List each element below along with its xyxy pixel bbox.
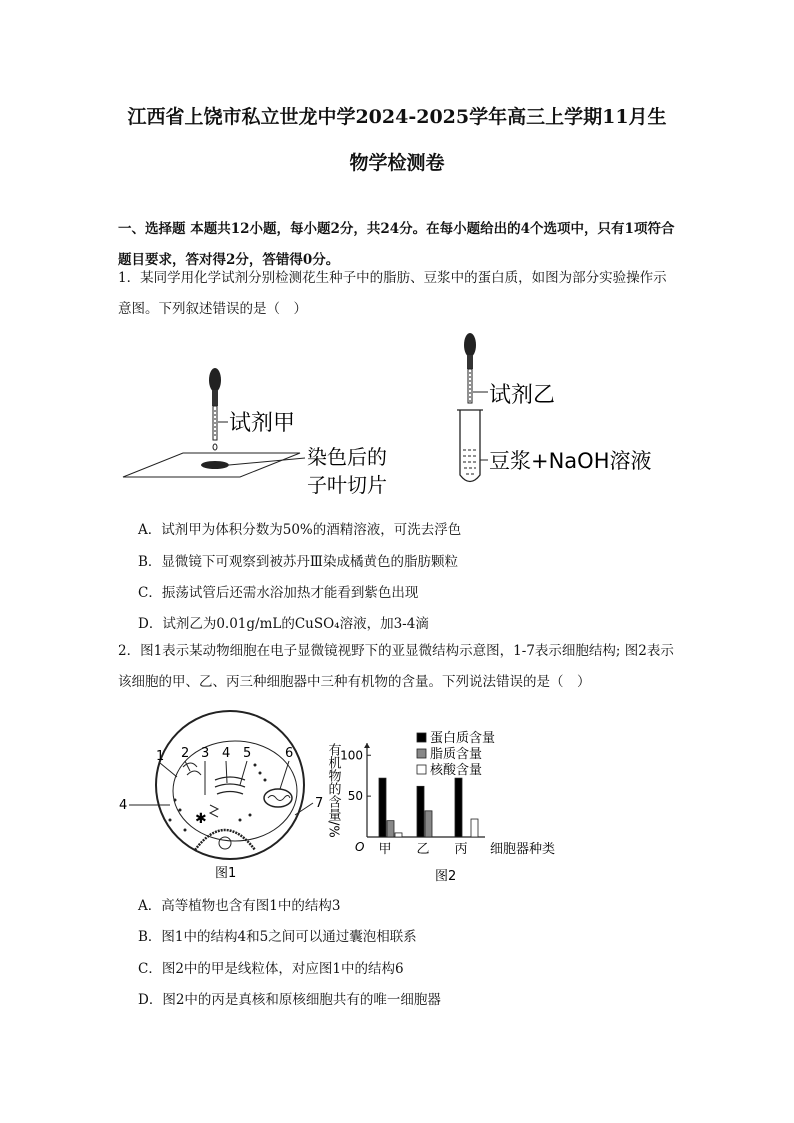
x-tick-label: 甲 — [378, 842, 392, 857]
label-stained-1: 染色后的 — [307, 445, 387, 469]
origin-label: O — [355, 840, 365, 854]
legend-swatch — [417, 765, 426, 774]
bar — [455, 778, 462, 837]
question-1-stem: 1．某同学用化学试剂分别检测花生种子中的脂肪、豆浆中的蛋白质，如图为部分实验操作示意图。下列叙述错误的是（ ） — [118, 270, 667, 317]
question-2-stem: 2．图1表示某动物细胞在电子显微镜视野下的亚显微结构示意图，1-7表示细胞结构; 图2表示该细胞的甲、乙、丙三种细胞器中三种有机物的含量。下列说法错误的是（ ） — [118, 643, 674, 690]
bar — [425, 811, 432, 837]
x-tick-label: 乙 — [416, 842, 430, 857]
struct-label-1: 1 — [156, 749, 165, 764]
label-soy-naoh: 豆浆+NaOH溶液 — [489, 449, 652, 473]
title-line-1: 江西省上饶市私立世龙中学2024-2025学年高三上学期11月生 — [127, 106, 667, 128]
test-tube — [457, 410, 483, 482]
y-tick-label: 50 — [347, 789, 363, 804]
x-axis-label: 细胞器种类 — [490, 842, 556, 857]
q1-option-b[interactable]: B．显微镜下可观察到被苏丹Ⅲ染成橘黄色的脂肪颗粒 — [138, 554, 458, 570]
legend-swatch — [417, 749, 426, 758]
label-stained-2: 子叶切片 — [307, 473, 387, 497]
y-tick-label: 100 — [340, 748, 363, 763]
label-reagent-b: 试剂乙 — [489, 383, 556, 408]
struct-label-2: 2 — [181, 746, 190, 761]
q2-option-c[interactable]: C．图2中的甲是线粒体，对应图1中的结构6 — [138, 961, 404, 977]
legend-label: 核酸含量 — [430, 763, 483, 778]
q1-figure — [115, 330, 675, 505]
bar — [395, 833, 402, 837]
struct-label-6: 6 — [285, 746, 294, 761]
bar — [417, 786, 424, 837]
struct-label-4-left: 4 — [119, 798, 128, 813]
legend-label: 脂质含量 — [430, 747, 483, 762]
struct-label-5: 5 — [243, 746, 252, 761]
q2-option-b[interactable]: B．图1中的结构4和5之间可以通过囊泡相联系 — [138, 929, 417, 945]
section-heading: 一、选择题 本题共12小题，每小题2分，共24分。在每小题给出的4个选项中，只有1项符合题目要求，答对得2分，答错得0分。 — [118, 221, 675, 268]
title-line-2: 物学检测卷 — [349, 152, 445, 174]
y-axis-label: 有机物的含量/% — [325, 743, 341, 838]
exam-title — [100, 94, 694, 186]
struct-label-3: 3 — [201, 746, 210, 761]
q1-option-a[interactable]: A．试剂甲为体积分数为50%的酒精溶液，可洗去浮色 — [138, 522, 462, 538]
fig2-caption: 图2 — [435, 869, 457, 884]
cell-diagram — [115, 705, 335, 885]
y-axis-arrow — [364, 743, 370, 748]
label-reagent-a: 试剂甲 — [229, 411, 296, 436]
dropper-left — [209, 368, 221, 450]
q1-option-d[interactable]: D．试剂乙为0.01g/mL的CuSO₄溶液，加3-4滴 — [138, 616, 429, 632]
q1-option-c[interactable]: C．振荡试管后还需水浴加热才能看到紫色出现 — [138, 585, 419, 601]
bar — [471, 819, 478, 837]
bar — [379, 778, 386, 837]
fig1-caption: 图1 — [215, 866, 237, 881]
stained-cotyledon — [201, 461, 229, 469]
x-tick-label: 丙 — [454, 842, 468, 857]
svg-text:✱: ✱ — [195, 811, 207, 827]
struct-label-7: 7 — [315, 796, 324, 811]
q2-option-d[interactable]: D．图2中的丙是真核和原核细胞共有的唯一细胞器 — [138, 992, 441, 1008]
legend-swatch — [417, 733, 426, 742]
q2-option-a[interactable]: A．高等植物也含有图1中的结构3 — [138, 898, 341, 914]
legend-label: 蛋白质含量 — [430, 731, 496, 746]
organelle-chart — [325, 725, 585, 885]
struct-label-4-top: 4 — [222, 746, 231, 761]
bar — [387, 821, 394, 837]
